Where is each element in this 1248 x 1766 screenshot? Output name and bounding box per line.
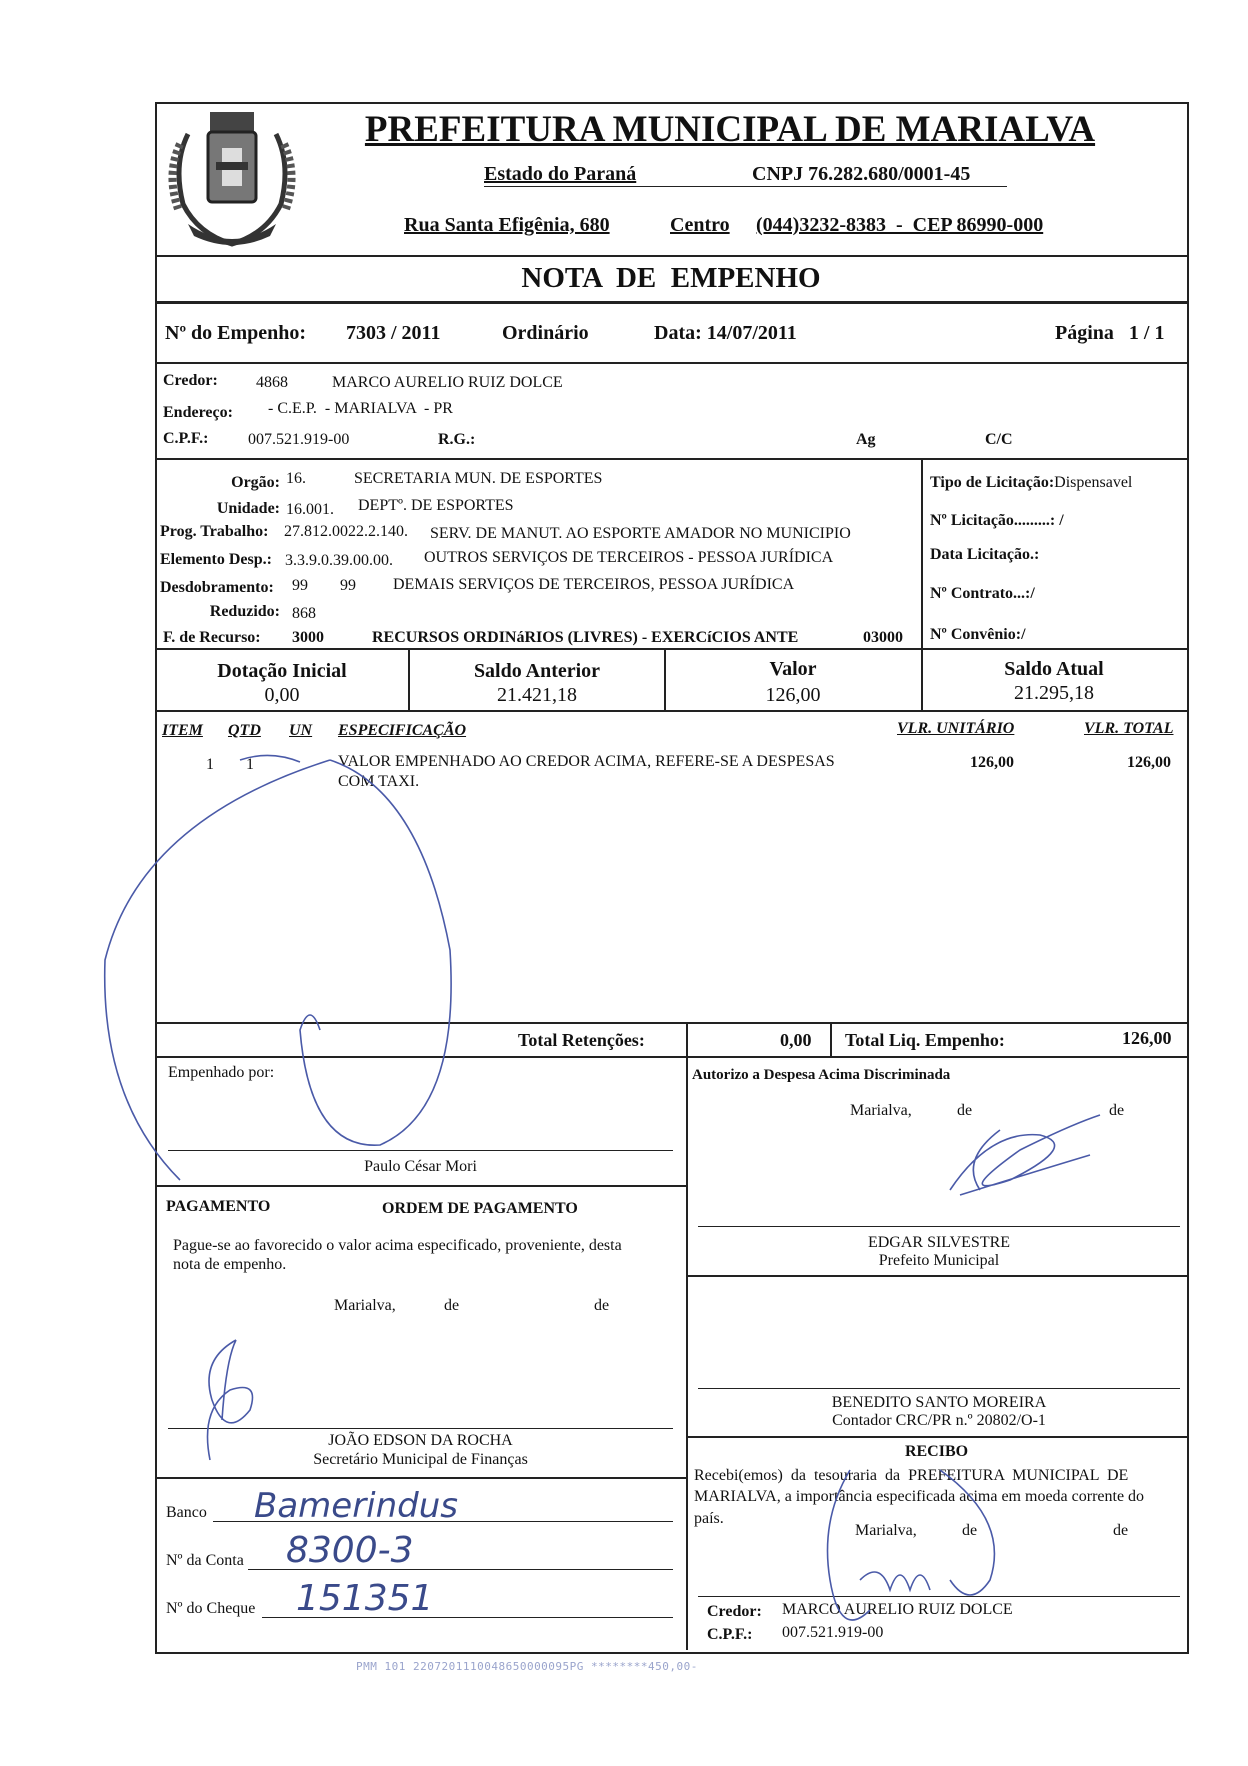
pagamento-label: PAGAMENTO <box>166 1198 271 1215</box>
autorizo-place: Marialva, <box>850 1102 912 1119</box>
licitacao-convenio: Nº Convênio:/ <box>930 626 1026 643</box>
state-label: Estado do Paraná <box>484 163 637 185</box>
pagamento-signer: JOÃO EDSON DA ROCHA <box>328 1432 513 1449</box>
ag-label: Ag <box>856 431 876 448</box>
receipt-signature <box>828 1470 995 1620</box>
empenhado-signer: Paulo César Mori <box>364 1158 477 1175</box>
cpf-value: 007.521.919-00 <box>248 431 350 448</box>
qty-check-mark <box>240 755 300 762</box>
empenho-date: Data: 14/07/2011 <box>654 322 797 344</box>
dotacao-value: 0,00 <box>264 684 300 706</box>
empenhado-label: Empenhado por: <box>168 1064 275 1081</box>
recibo-cpf-label: C.P.F.: <box>707 1626 753 1643</box>
secretary-signature <box>208 1340 253 1460</box>
conta-label: Nº da Conta <box>166 1552 244 1569</box>
item-spec-line2: COM TAXI. <box>338 773 420 790</box>
address-field-label: Endereço: <box>163 404 233 421</box>
licitacao-numero: Nº Licitação.........: / <box>930 512 1064 529</box>
page-title: PREFEITURA MUNICIPAL DE MARIALVA <box>364 109 1096 150</box>
empenho-type: Ordinário <box>502 322 589 344</box>
pagamento-text-line1: Pague-se ao favorecido o valor acima especificado, proveniente, desta <box>173 1237 622 1254</box>
desd-code1: 99 <box>292 577 308 594</box>
recibo-text-line3: país. <box>694 1510 724 1527</box>
elem-code: 3.3.9.0.39.00.00. <box>285 552 393 569</box>
autorizo-de2: de <box>1109 1102 1125 1119</box>
autorizo-label: Autorizo a Despesa Acima Discriminada <box>692 1067 951 1083</box>
desd-name: DEMAIS SERVIÇOS DE TERCEIROS, PESSOA JURÍDICA <box>393 576 795 593</box>
autorizo-role: Prefeito Municipal <box>878 1252 1000 1269</box>
recibo-cpf-value: 007.521.919-00 <box>782 1624 884 1641</box>
unidade-name: DEPTº. DE ESPORTES <box>358 497 514 514</box>
cnpj-label: CNPJ 76.282.680/0001-45 <box>752 163 971 185</box>
recibo-credor-label: Credor: <box>707 1603 762 1620</box>
valor-label: Valor <box>769 658 817 680</box>
ordem-pagamento-label: ORDEM DE PAGAMENTO <box>382 1200 578 1217</box>
recibo-title: RECIBO <box>904 1443 969 1460</box>
empenho-number: 7303 / 2011 <box>346 322 441 344</box>
orgao-name: SECRETARIA MUN. DE ESPORTES <box>354 470 603 487</box>
phone-cep-label: (044)3232-8383 - CEP 86990-000 <box>756 214 1044 236</box>
recibo-place: Marialva, <box>855 1522 917 1539</box>
contador-role: Contador CRC/PR n.º 20802/O-1 <box>832 1412 1046 1429</box>
total-retencoes-label: Total Retenções: <box>518 1030 645 1050</box>
item-qtd: 1 <box>246 756 254 773</box>
footer-print: PMM 101 2207201110048650000095PG ********450,00- <box>356 1660 698 1673</box>
unidade-code: 16.001. <box>286 501 334 518</box>
pagamento-de1: de <box>444 1297 460 1314</box>
neighborhood-label: Centro <box>670 214 730 236</box>
rg-label: R.G.: <box>438 431 476 448</box>
col-total-header: VLR. TOTAL <box>1084 720 1174 737</box>
recibo-de1: de <box>962 1522 978 1539</box>
pagamento-place: Marialva, <box>334 1297 396 1314</box>
cheque-label: Nº do Cheque <box>166 1600 256 1617</box>
col-spec-header: ESPECIFICAÇÃO <box>338 722 467 739</box>
prog-label: Prog. Trabalho: <box>160 523 269 540</box>
pagamento-de2: de <box>594 1297 610 1314</box>
address-field: - C.E.P. - MARIALVA - PR <box>268 400 453 417</box>
mayor-signature <box>950 1115 1100 1195</box>
licitacao-tipo-value: Dispensavel <box>1054 474 1133 491</box>
saldo-atual-value: 21.295,18 <box>1014 682 1094 704</box>
empenho-page: Página 1 / 1 <box>1055 322 1165 344</box>
reduzido-label: Reduzido: <box>209 603 280 620</box>
pagamento-text-line2: nota de empenho. <box>173 1256 287 1273</box>
address-label: Rua Santa Efigênia, 680 <box>404 214 610 236</box>
recibo-text-line2: MARIALVA, a importância especificada acima em moeda corrente do <box>694 1488 1145 1505</box>
saldo-anterior-label: Saldo Anterior <box>473 660 601 682</box>
elem-label: Elemento Desp.: <box>160 551 272 568</box>
total-retencoes-value: 0,00 <box>780 1030 812 1050</box>
col-item-header: ITEM <box>162 722 203 739</box>
item-total-value: 126,00 <box>1127 754 1171 771</box>
banco-label: Banco <box>166 1504 207 1521</box>
item-number: 1 <box>206 756 214 773</box>
doc-title: NOTA DE EMPENHO <box>521 262 821 294</box>
licitacao-tipo-label: Tipo de Licitação: <box>930 474 1055 491</box>
empenho-number-label: Nº do Empenho: <box>165 322 307 344</box>
pagamento-role: Secretário Municipal de Finanças <box>313 1451 528 1468</box>
recurso-name: RECURSOS ORDINáRIOS (LIVRES) - EXERCíCIOS ANTE <box>372 629 799 646</box>
big-loop-signature <box>105 760 451 1180</box>
recibo-text-line1: Recebi(emos) da tesouraria da PREFEITURA MUNICIPAL DE <box>694 1467 1129 1484</box>
orgao-code: 16. <box>286 470 306 487</box>
reduzido-code: 868 <box>292 605 316 622</box>
autorizo-signer: EDGAR SILVESTRE <box>867 1234 1011 1251</box>
col-un-header: UN <box>289 722 313 739</box>
recurso-code2: 03000 <box>863 629 903 646</box>
desd-code2: 99 <box>340 577 356 594</box>
recibo-credor-value: MARCO AURELIO RUIZ DOLCE <box>782 1601 1013 1618</box>
banco-value: Bamerindus <box>254 1486 459 1526</box>
prog-name: SERV. DE MANUT. AO ESPORTE AMADOR NO MUNICIPIO <box>430 525 851 542</box>
recurso-code: 3000 <box>292 629 324 646</box>
conta-value: 8300-3 <box>286 1530 414 1571</box>
prog-code: 27.812.0022.2.140. <box>284 523 408 540</box>
valor-value: 126,00 <box>765 684 821 706</box>
contador-signer: BENEDITO SANTO MOREIRA <box>831 1394 1047 1411</box>
col-unit-header: VLR. UNITÁRIO <box>897 720 1015 737</box>
cpf-label: C.P.F.: <box>163 430 209 447</box>
col-qtd-header: QTD <box>228 722 261 739</box>
recurso-label: F. de Recurso: <box>163 629 261 646</box>
saldo-atual-label: Saldo Atual <box>1004 658 1104 680</box>
orgao-label: Orgão: <box>231 474 280 491</box>
elem-name: OUTROS SERVIÇOS DE TERCEIROS - PESSOA JURÍDICA <box>424 549 834 566</box>
recibo-de2: de <box>1113 1522 1129 1539</box>
desd-label: Desdobramento: <box>160 579 274 596</box>
dotacao-label: Dotação Inicial <box>217 660 347 682</box>
total-liq-value: 126,00 <box>1122 1028 1172 1048</box>
cheque-value: 151351 <box>296 1578 434 1619</box>
credor-label: Credor: <box>163 372 218 389</box>
credor-code: 4868 <box>256 374 288 391</box>
licitacao-contrato: Nº Contrato...:/ <box>930 585 1035 602</box>
cc-label: C/C <box>985 431 1013 448</box>
unidade-label: Unidade: <box>216 500 280 517</box>
item-unit-value: 126,00 <box>970 754 1014 771</box>
total-liq-label: Total Liq. Empenho: <box>845 1030 1005 1050</box>
licitacao-data: Data Licitação.: <box>930 546 1040 563</box>
autorizo-de1: de <box>957 1102 973 1119</box>
credor-name: MARCO AURELIO RUIZ DOLCE <box>332 374 563 391</box>
saldo-anterior-value: 21.421,18 <box>497 684 577 706</box>
item-spec-line1: VALOR EMPENHADO AO CREDOR ACIMA, REFERE-SE A DESPESAS <box>338 753 835 770</box>
